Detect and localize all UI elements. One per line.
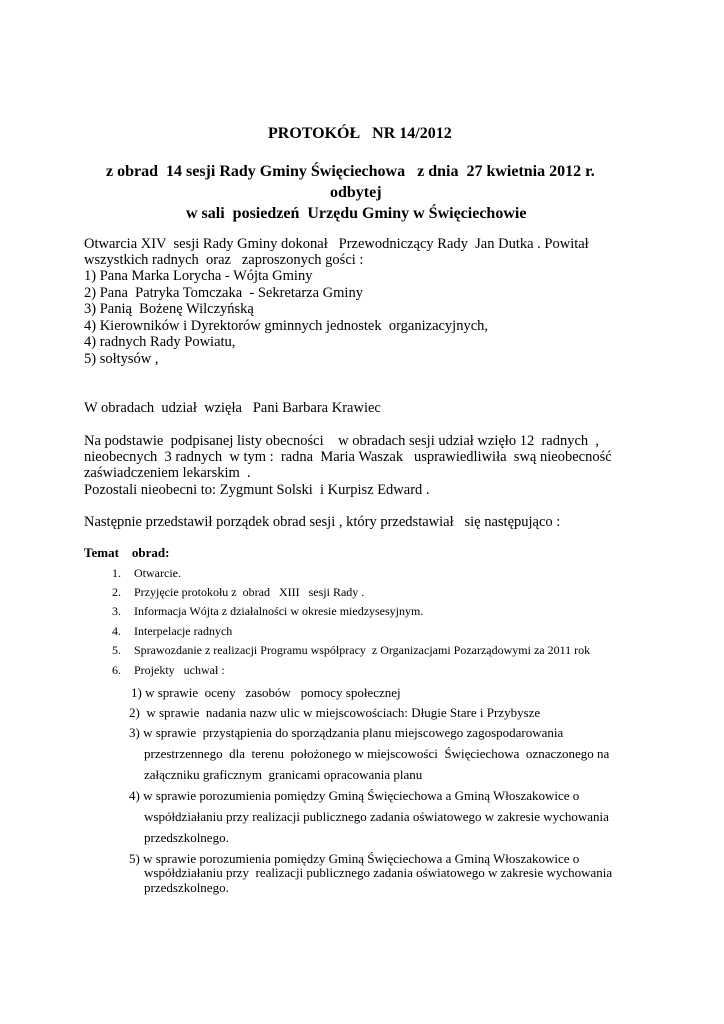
- resolution-item: 5) w sprawie porozumienia pomiędzy Gminą Święciechowa a Gminą Włoszakowice o: [129, 851, 580, 866]
- session-location-line: w sali posiedzeń Urzędu Gminy w Święciechowie: [186, 205, 527, 222]
- agenda-item-number: 4.: [112, 624, 121, 638]
- agenda-item-number: 5.: [112, 643, 121, 657]
- resolution-item: 1) w sprawie oceny zasobów pomocy społecznej: [131, 685, 401, 700]
- agenda-item-number: 6.: [112, 663, 121, 677]
- intro-line: Otwarcia XIV sesji Rady Gminy dokonał Przewodniczący Rady Jan Dutka . Powitał: [84, 236, 589, 252]
- agenda-item-text: Projekty uchwał :: [134, 663, 225, 677]
- agenda-item-text: Informacja Wójta z działalności w okresie miedzysesyjnym.: [134, 604, 424, 618]
- attendance-line: nieobecnych 3 radnych w tym : radna Maria Waszak usprawiedliwiła swą nieobecność: [84, 449, 612, 465]
- participation-line: W obradach udział wzięła Pani Barbara Krawiec: [84, 400, 381, 416]
- document-title: PROTOKÓŁ NR 14/2012: [268, 125, 452, 142]
- resolution-item-cont: współdziałaniu przy realizacji publicznego zadania oświatowego w zakresie wychowania: [144, 865, 613, 880]
- agenda-item-number: 3.: [112, 604, 121, 618]
- resolution-item-cont: współdziałaniu przy realizacji publicznego zadania oświatowego w zakresie wychowania: [144, 809, 609, 824]
- session-held-line: odbytej: [330, 184, 382, 201]
- resolution-item: 3) w sprawie przystąpienia do sporządzania planu miejscowego zagospodarowania: [129, 725, 564, 740]
- resolution-item-cont: załączniku graficznym granicami opracowania planu: [144, 767, 423, 782]
- resolution-item-cont: przedszkolnego.: [144, 830, 229, 845]
- resolution-item: 4) w sprawie porozumienia pomiędzy Gminą Święciechowa a Gminą Włoszakowice o: [129, 788, 580, 803]
- session-line: z obrad 14 sesji Rady Gminy Święciechowa z dnia 27 kwietnia 2012 r.: [106, 163, 595, 180]
- guest-item: 2) Pana Patryka Tomczaka - Sekretarza Gminy: [84, 285, 363, 301]
- agenda-heading: Temat obrad:: [84, 545, 170, 560]
- attendance-line: zaświadczeniem lekarskim .: [84, 465, 251, 481]
- guest-item: 3) Panią Bożenę Wilczyńską: [84, 301, 254, 317]
- resolution-item-cont: przedszkolnego.: [144, 880, 229, 895]
- guest-item: 4) radnych Rady Powiatu,: [84, 334, 236, 350]
- agenda-item-text: Otwarcie.: [134, 566, 181, 580]
- attendance-line: Pozostali nieobecni to: Zygmunt Solski i Kurpisz Edward .: [84, 482, 430, 498]
- agenda-intro: Następnie przedstawił porządek obrad sesji , który przedstawiał się następująco :: [84, 514, 561, 530]
- agenda-item-text: Interpelacje radnych: [134, 624, 233, 638]
- guest-item: 1) Pana Marka Lorycha - Wójta Gminy: [84, 268, 313, 284]
- guest-item: 4) Kierowników i Dyrektorów gminnych jednostek organizacyjnych,: [84, 318, 489, 334]
- attendance-line: Na podstawie podpisanej listy obecności w obradach sesji udział wzięło 12 radnych ,: [84, 433, 600, 449]
- agenda-item-number: 1.: [112, 566, 121, 580]
- intro-line: wszystkich radnych oraz zaproszonych gości :: [84, 252, 364, 268]
- guest-item: 5) sołtysów ,: [84, 351, 159, 367]
- agenda-item-text: Sprawozdanie z realizacji Programu współpracy z Organizacjami Pozarządowymi za 2011 rok: [134, 643, 591, 657]
- agenda-item-number: 2.: [112, 585, 121, 599]
- resolution-item-cont: przestrzennego dla terenu położonego w miejscowości Święciechowa oznaczonego na: [144, 746, 610, 761]
- agenda-item-text: Przyjęcie protokołu z obrad XIII sesji Rady .: [134, 585, 365, 599]
- resolution-item: 2) w sprawie nadania nazw ulic w miejscowościach: Długie Stare i Przybysze: [129, 705, 541, 720]
